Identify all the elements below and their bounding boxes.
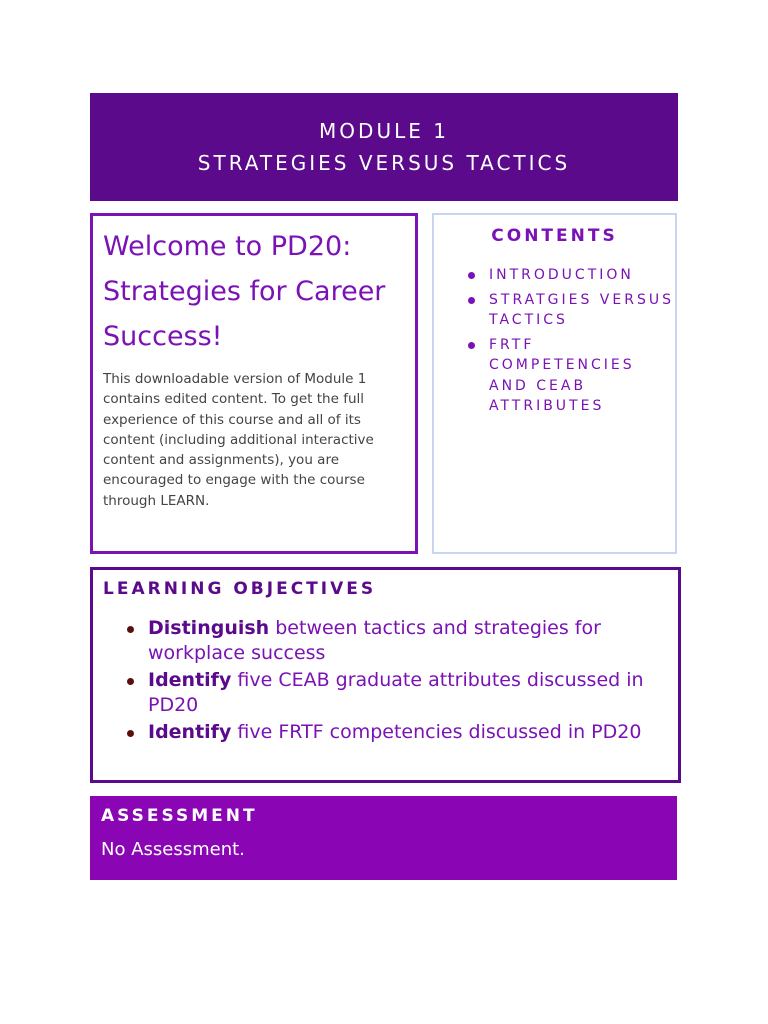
assessment-title: ASSESSMENT	[101, 806, 258, 826]
module-title: STRATEGIES VERSUS TACTICS	[197, 151, 571, 175]
contents-title: CONTENTS	[491, 226, 618, 246]
module-header	[90, 93, 678, 201]
assessment-panel	[90, 796, 677, 880]
learning-objectives-list	[103, 616, 668, 745]
objective-item	[103, 720, 668, 745]
learning-objectives-panel	[90, 567, 681, 783]
bullet-icon	[127, 626, 134, 633]
bullet-icon	[468, 342, 475, 349]
contents-item-introduction[interactable]	[434, 265, 675, 286]
welcome-title: Welcome to PD20: Strategies for Career Success!	[103, 231, 386, 352]
contents-item-frtf-ceab[interactable]	[434, 335, 675, 417]
objective-item	[103, 668, 668, 718]
contents-item-strategies-versus-tactics[interactable]	[434, 290, 675, 331]
objective-text: between tactics and strategies for workplace success	[148, 617, 601, 664]
welcome-panel	[90, 213, 418, 554]
objective-text: five FRTF competencies discussed in PD20	[231, 721, 642, 743]
objective-item	[103, 616, 668, 666]
objective-verb: Identify	[148, 669, 232, 691]
bullet-icon	[127, 730, 134, 737]
bullet-icon	[468, 272, 475, 279]
contents-item-label: FRTF COMPETENCIES AND CEAB ATTRIBUTES	[489, 336, 635, 414]
objective-verb: Distinguish	[148, 617, 270, 639]
welcome-body: This downloadable version of Module 1 contains edited content. To get the full experience of this course and all of its content (including additional interactive content and assignments), you are encouraged to engage with the course through LEARN.	[103, 371, 374, 509]
contents-list	[434, 265, 675, 417]
contents-panel	[432, 213, 677, 554]
contents-item-label: INTRODUCTION	[489, 267, 634, 283]
bullet-icon	[468, 297, 475, 304]
assessment-text: No Assessment.	[101, 839, 245, 860]
bullet-icon	[127, 678, 134, 685]
objective-verb: Identify	[148, 721, 232, 743]
objective-text: five CEAB graduate attributes discussed in PD20	[148, 669, 644, 716]
module-number: MODULE 1	[319, 119, 449, 143]
learning-objectives-title: LEARNING OBJECTIVES	[103, 579, 377, 599]
contents-item-label: STRATGIES VERSUS TACTICS	[489, 291, 674, 328]
